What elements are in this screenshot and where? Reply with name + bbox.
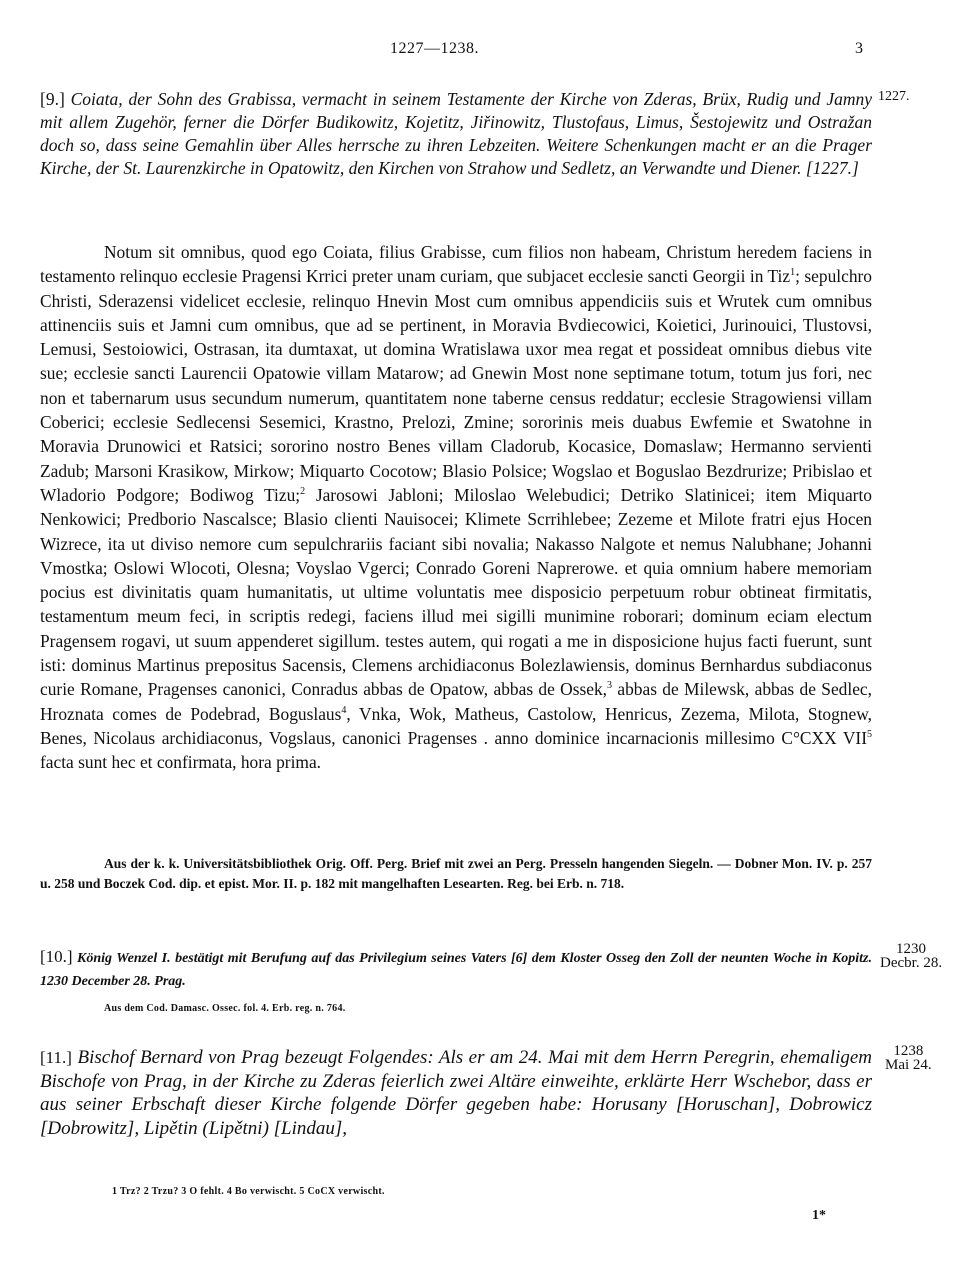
footnote-ref-1: 1 [790, 267, 796, 279]
document-9-number: [9.] [40, 89, 65, 109]
document-11-number: [11.] [40, 1048, 72, 1067]
margin-day-1230: Decbr. 28. [880, 955, 943, 971]
latin-text-part-b: ; sepulchro Christi, Sderazensi videlicet ecclesie, relinquo Hnevin Most cum omnibus appendiciis suis et Wrutek cum omnibus attinenciis suis et Jamni cum omnibus, que ad se pertinent, in Moravia Bvdiecowici, Koietici, Jurinouici, Tlustovsi, Lemusi, Sestoiowici, Ostrasan, ita dumtaxat, ut domina Wratislawa uxor mea regat et possideat omnibus diebus vite sue; ecclesie sancti Laurencii Opatowie villam Matarow; ad Gnewin Most none septimane totum, totum jus fori, nec non et tabernarum usus secundum numerum, quantitatem none taberne census reddatur; ecclesie Stragowiensi villam Coberici; ecclesie Sedlecensi Sesemici, Krastno, Prelozi, Zmine; sororinis meis duabus Ewfemie et Swatohne in Moravia Drunowici et Ratsici; sororino nostro Benes villam Cladorub, Kocasice, Domaslaw; Hermanno servienti Zadub; Marsoni Krasikow, Mirkow; Miquarto Cocotow; Blasio Polsice; Wogslao et Boguslao Bezdrurize; Pribislao et Wladorio Podgore; Bodiwog Tizu; [40, 266, 873, 505]
latin-text-part-d: abbas de Milewsk, abbas de Sedlec, Hroznata comes de Podebrad, Boguslaus [40, 679, 872, 724]
margin-date-1230 [880, 942, 942, 970]
latin-text-part-a: Notum sit omnibus, quod ego Coiata, filius Grabisse, cum filios non habeam, Christum heredem faciens in testamento relinquo ecclesie Pragensi Krrici preter unam curiam, que subjacet ecclesie sancti Georgii in Tiz [40, 242, 872, 287]
footnote-ref-5: 5 [867, 729, 872, 741]
latin-text-part-c: Jarosowi Jabloni; Miloslao Welebudici; Detriko Slatinicei; item Miquarto Nenkowici; Predborio Nascalsce; Blasio clienti Nauisocei; Klimete Scrrihlebee; Zezeme et Milote fratri ejus Hocen Wizrece, ita ut diviso nemore cum sepulchrariis faciant sibi novalia; Nakasso Nalgote et nemus Nalubhane; Johanni Vmostka; Oslowi Wlocoti, Olesna; Voyslao Vgerci; Conrado Goreni Naprerowe. et quia omnium habere memoriam pocius est divinitatis quam humanitatis, ut ultime voluntatis mee disposicio perpetuum robur obtineat firmitatis, testamentum meum feci, in scriptis redegi, faciens illud mei sigilli munimine roborari; dominum eciam electum Pragensem rogavi, ut suum appenderet sigillum. testes autem, qui rogati a me in disposicione hujus facti fuerunt, sunt isti: dominus Martinus prepositus Sacensis, Clemens archidiaconus Bolezlawiensis, dominus Bernhardus subdiaconus curie Romane, Pragenses canonici, Conradus abbas de Opatow, abbas de Ossek, [40, 484, 872, 700]
signature-mark: 1* [812, 1208, 826, 1223]
footnote-ref-2: 2 [300, 486, 306, 498]
document-10-summary: König Wenzel I. bestätigt mit Berufung auf das Privilegium seines Vaters [6] dem Kloster Osseg den Zoll der neunten Woche in Kopitz. 1230 December 28. Prag. [40, 951, 873, 989]
footnote-ref-3: 3 [607, 680, 613, 692]
margin-day-1238: Mai 24. [885, 1057, 932, 1073]
document-10-regest [40, 945, 872, 993]
document-11-summary: Bischof Bernard von Prag bezeugt Folgendes: Als er am 24. Mai mit dem Herrn Peregrin, ehemaligem Bischofe von Prag, in der Kirche zu Zderas feierlich zwei Altäre einweihte, erklärte Herr Wschebor, dass er aus seiner Erbschaft dieser Kirche folgende Dörfer gegeben habe: Horusany [Horuschan], Dobrowicz [Dobrowitz], Lipětin (Lipětni) [Lindau], [40, 1047, 873, 1139]
margin-date-1227: 1227. [878, 89, 910, 104]
document-11-regest [40, 1046, 872, 1140]
page-year-range: 1227—1238. [390, 40, 479, 57]
latin-text-part-e: , Vnka, Wok, Matheus, Castolow, Henricus, Zezema, Milota, Stognew, Benes, Nicolaus archidiaconus, Vogslaus, canonici Pragenses . anno dominice incarnacionis millesimo C°CXX VII [40, 703, 872, 748]
margin-year-1238: 1238 [893, 1043, 924, 1059]
page-header [0, 40, 960, 64]
document-10-source-note: Aus dem Cod. Damasc. Ossec. fol. 4. Erb. reg. n. 764. [104, 1003, 346, 1014]
footnotes: 1 Trz? 2 Trzu? 3 O fehlt. 4 Bo verwischt. 5 CoCX verwischt. [112, 1186, 385, 1197]
margin-date-1238 [885, 1044, 932, 1072]
document-9-regest [40, 88, 872, 180]
document-9-source-note: Aus der k. k. Universitätsbibliothek Orig. Off. Perg. Brief mit zwei an Perg. Presseln hangenden Siegeln. — Dobner Mon. IV. p. 257 u. 258 und Boczek Cod. dip. et epist. Mor. II. p. 182 mit mangelhaften Lesearten. Reg. bei Erb. n. 718. [40, 856, 872, 891]
footnote-ref-4: 4 [341, 704, 347, 716]
margin-year-1230: 1230 [896, 941, 927, 957]
document-10-number: [10.] [40, 947, 73, 966]
document-9-latin-text [40, 240, 872, 775]
page-number: 3 [855, 40, 864, 57]
document-9-summary: Coiata, der Sohn des Grabissa, vermacht in seinem Testamente der Kirche von Zderas, Brüx, Rudig und Jamny mit allem Zugehör, ferner die Dörfer Budikowitz, Kojetitz, Jiřinowitz, Tlustofaus, Limus, Šestojewitz und Ostražan doch so, dass seine Gemahlin über Alles herrsche zu ihren Lebzeiten. Weitere Schenkungen macht er an die Prager Kirche, der St. Laurenzkirche in Opatowitz, den Kirchen von Strahow und Sedletz, an Verwandte und Diener. [1227.] [40, 89, 873, 178]
latin-text-part-f: facta sunt hec et confirmata, hora prima. [40, 752, 322, 773]
